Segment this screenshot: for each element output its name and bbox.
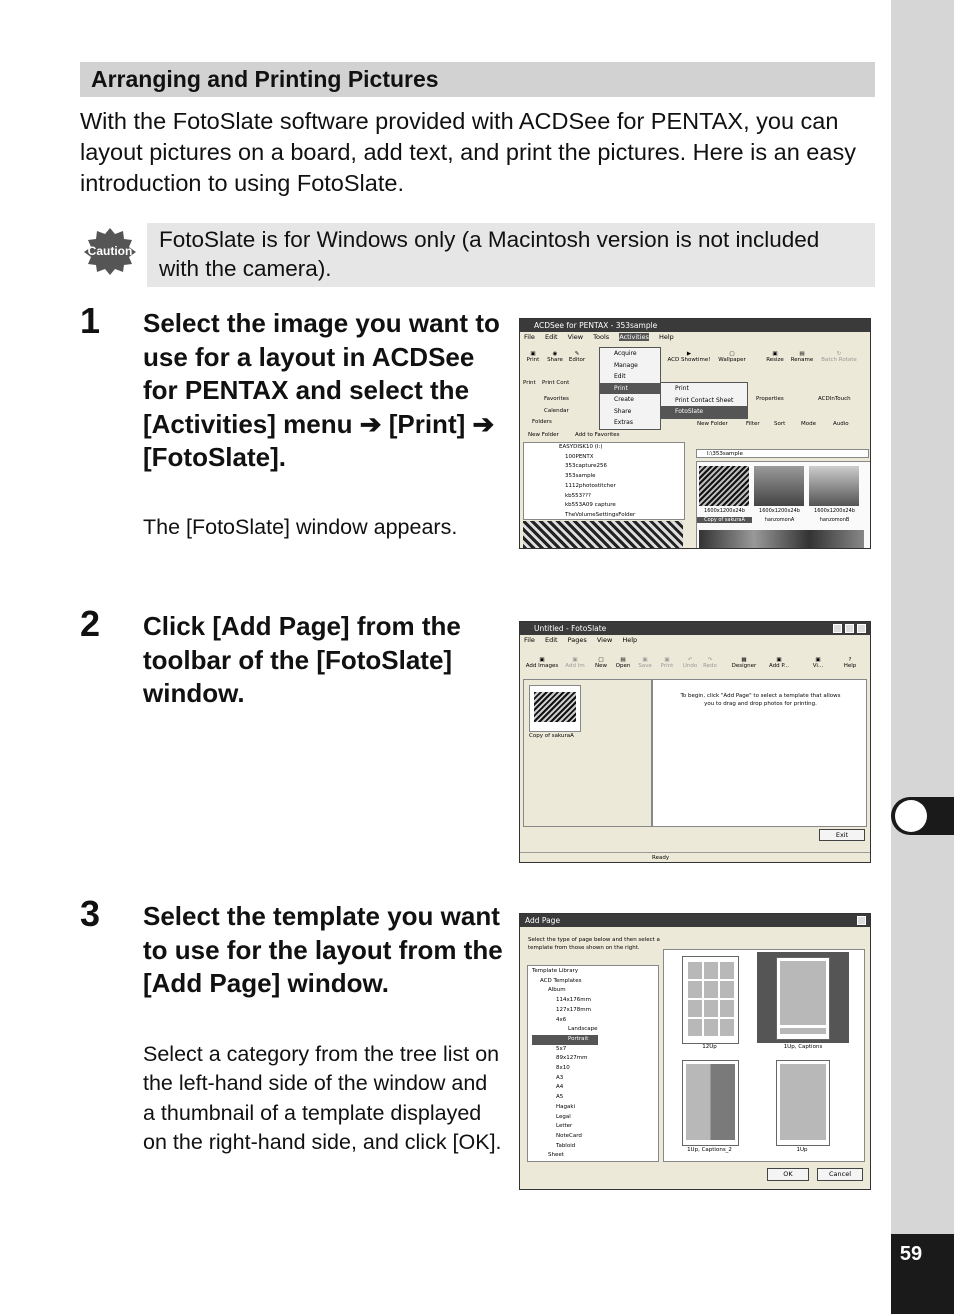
tree-item[interactable]: 353capture256 xyxy=(565,463,608,470)
tree-item[interactable]: Letter xyxy=(556,1123,573,1130)
toolbar-rename-label: Rename xyxy=(790,357,814,363)
close-icon[interactable] xyxy=(857,624,866,633)
caution-badge-label: Caution xyxy=(87,244,133,258)
help-button[interactable]: ? Help xyxy=(843,657,857,669)
tree-item[interactable]: 114x176mm xyxy=(556,997,591,1004)
toolbar-wallpaper-label: Wallpaper xyxy=(718,357,746,363)
maximize-icon[interactable] xyxy=(845,624,854,633)
template-label: 1Up, Captions xyxy=(783,1044,823,1050)
toolbar-editor-label: Editor xyxy=(568,357,586,363)
tree-item[interactable]: TheVolumeSettingsFolder xyxy=(565,511,636,518)
menu-pages[interactable]: Pages xyxy=(567,636,587,644)
toolbar-share-label: Share xyxy=(547,357,563,363)
step-1-title: Select the image you want to use for a layout in ACDSee for PENTAX and select the [Activities] menu ➔ [Print] ➔ [FotoSlate]. xyxy=(143,308,500,473)
step-3-title: Select the template you want to use for the layout from the [Add Page] window. xyxy=(143,901,503,999)
tree-item[interactable]: kb553??? xyxy=(565,492,591,499)
tree-item[interactable]: NoteCard xyxy=(556,1132,582,1139)
step-1-description: The [FotoSlate] window appears. xyxy=(143,515,458,539)
tree-item[interactable]: Album xyxy=(548,987,566,994)
toolbar-share[interactable]: ◉ Share xyxy=(547,351,563,363)
ok-button[interactable]: OK xyxy=(767,1168,809,1181)
thumb-name[interactable]: hanzomonB xyxy=(819,517,850,523)
tree-item[interactable]: 4x6 xyxy=(556,1016,567,1023)
toolbar-showtime[interactable]: ▶ ACD Showtime! xyxy=(667,351,711,363)
fotoslate-menubar xyxy=(520,635,870,646)
tree-item[interactable]: 5x7 xyxy=(556,1045,567,1052)
step-1-number: 1 xyxy=(80,300,101,341)
submenu-fotoslate[interactable]: FotoSlate xyxy=(661,406,747,418)
fotoslate-titlebar: Untitled - FotoSlate xyxy=(520,622,870,635)
thumbnail[interactable] xyxy=(809,466,859,506)
tree-item[interactable]: A4 xyxy=(556,1084,564,1091)
template-tree[interactable] xyxy=(527,965,659,1162)
folder-tree[interactable] xyxy=(523,442,685,520)
toolbar2-print-contact-label: Print Cont xyxy=(542,380,570,386)
thumbnail[interactable] xyxy=(754,466,804,506)
toolbar-resize-label: Resize xyxy=(766,357,784,363)
add-page-label: Add P... xyxy=(768,663,790,669)
right-properties[interactable]: Properties xyxy=(756,396,784,402)
template-photo-slot xyxy=(780,1064,826,1140)
template-1up-captions-2[interactable] xyxy=(682,1060,739,1146)
thumbnail[interactable] xyxy=(699,466,749,506)
print-submenu xyxy=(660,382,748,419)
tree-item[interactable]: ACD Templates xyxy=(540,977,582,984)
minimize-icon[interactable] xyxy=(833,624,842,633)
designer-button[interactable]: ▦ Designer xyxy=(731,657,757,669)
template-page xyxy=(776,957,830,1040)
caution-note: FotoSlate is for Windows only (a Macintosh version is not included with the camera). xyxy=(147,223,875,287)
add-images-label: Add Images xyxy=(525,663,559,669)
toolbar2-print-label: Print xyxy=(523,380,536,386)
help-label: Help xyxy=(843,663,857,669)
tree-item[interactable]: 353sample xyxy=(565,473,596,480)
activities-manage[interactable]: Manage xyxy=(614,361,638,369)
tree-item[interactable]: 89x127mm xyxy=(556,1055,588,1062)
thumb-dims: 1600x1200x24b xyxy=(814,508,855,514)
thumb-dims: 1600x1200x24b xyxy=(759,508,800,514)
activities-share[interactable]: Share xyxy=(614,407,632,415)
tree-item[interactable]: 8x10 xyxy=(556,1065,570,1072)
toolbar2-print[interactable] xyxy=(523,380,536,386)
template-label: 1Up xyxy=(796,1147,808,1153)
exit-button[interactable]: Exit xyxy=(819,829,865,841)
intro-paragraph: With the FotoSlate software provided with ACDSee for PENTAX, you can layout pictures on a board, add text, and print the pictures. Here is an easy introduction to using FotoSlate. xyxy=(80,108,856,196)
add-page-button[interactable]: ▣ Add P... xyxy=(768,657,790,669)
tree-item-selected[interactable]: Portrait xyxy=(532,1035,598,1045)
redo-label: Redo xyxy=(703,663,717,669)
template-gallery xyxy=(663,949,865,1162)
menu-activities[interactable]: Activities xyxy=(619,333,649,341)
page-number: 59 xyxy=(899,1243,923,1265)
cancel-button[interactable]: Cancel xyxy=(817,1168,863,1181)
tree-item[interactable]: 100PENTX xyxy=(565,453,594,460)
undo-button[interactable]: ↶ Undo xyxy=(682,657,698,669)
fotoslate-screenshot xyxy=(519,621,871,863)
right-mode[interactable]: Mode xyxy=(801,421,816,427)
redo-button[interactable]: ↷ Redo xyxy=(703,657,717,669)
tree-item[interactable]: 1112photostitcher xyxy=(565,482,616,489)
tree-item[interactable]: Template Library xyxy=(532,968,579,974)
status-bar: Ready xyxy=(520,852,870,862)
section-title: Arranging and Printing Pictures xyxy=(80,62,875,97)
tree-item[interactable]: EASYDISK10 (I:) xyxy=(559,444,603,450)
menu-edit[interactable]: Edit xyxy=(544,636,558,644)
thumbnail-pane xyxy=(696,461,871,549)
toolbar-wallpaper[interactable]: ▢ Wallpaper xyxy=(718,351,746,363)
print-button[interactable]: ▣ Print xyxy=(660,657,674,669)
toolbar-editor[interactable]: ✎ Editor xyxy=(568,351,586,363)
tree-item[interactable]: Hagaki xyxy=(556,1103,576,1110)
open-button[interactable]: ▤ Open xyxy=(615,657,631,669)
acdsee-titlebar: ACDSee for PENTAX - 353sample xyxy=(520,319,870,332)
image-basket xyxy=(523,679,652,827)
right-sort[interactable]: Sort xyxy=(774,421,786,427)
add-page-titlebar: Add Page xyxy=(520,914,870,927)
add-im-button[interactable]: ▣ Add Im xyxy=(565,657,585,669)
menu-help[interactable]: Help xyxy=(622,636,638,644)
activities-create[interactable]: Create xyxy=(614,396,634,403)
sidepanel-folders[interactable]: Folders xyxy=(532,419,552,425)
submenu-print[interactable]: Print xyxy=(675,385,689,392)
template-12up[interactable] xyxy=(682,956,739,1044)
template-1up[interactable] xyxy=(776,1060,830,1146)
submenu-contact-sheet[interactable]: Print Contact Sheet xyxy=(675,396,734,404)
tree-item[interactable]: A3 xyxy=(556,1074,564,1081)
path-field[interactable]: I:\353sample xyxy=(696,449,869,458)
step-3-description: Select a category from the tree list on the left-hand side of the window and a thumbnail of a template displayed on the right-hand side, and click [OK]. xyxy=(143,1042,502,1155)
caution-icon xyxy=(82,226,138,276)
save-label: Save xyxy=(638,663,652,669)
new-button[interactable]: □ New xyxy=(595,657,607,669)
template-1up-captions-selected[interactable] xyxy=(757,952,849,1043)
activities-acquire[interactable]: Acquire xyxy=(614,350,637,357)
designer-label: Designer xyxy=(731,663,757,669)
toolbar-print[interactable]: ▣ Print xyxy=(526,351,540,363)
menu-file[interactable]: File xyxy=(524,636,535,644)
menu-help[interactable]: Help xyxy=(658,333,674,341)
sidepanel-favorites[interactable]: Favorites xyxy=(544,396,569,402)
right-filter[interactable]: Filter xyxy=(746,421,760,427)
toolbar2-print-contact[interactable] xyxy=(542,380,569,386)
sidepanel-calendar[interactable]: Calendar xyxy=(544,408,569,414)
tree-item[interactable]: kb553A09 capture xyxy=(565,502,616,509)
template-photo-slot xyxy=(780,961,826,1025)
tree-item[interactable]: Landscape xyxy=(568,1026,598,1033)
tree-item[interactable]: 127x178mm xyxy=(556,1006,591,1013)
save-button[interactable]: ▣ Save xyxy=(638,657,652,669)
add-page-instructions: Select the type of page below and then select a template from those shown on the right. xyxy=(528,937,660,951)
sidepanel-new-folder[interactable]: New Folder xyxy=(528,432,559,438)
add-page-screenshot xyxy=(519,913,871,1190)
acdsee-menubar xyxy=(520,332,870,343)
step-3-number: 3 xyxy=(80,893,101,934)
add-images-button[interactable]: ▣ Add Images xyxy=(525,657,559,669)
menu-view[interactable]: View xyxy=(596,636,613,644)
activities-print[interactable]: Print xyxy=(600,383,660,395)
undo-label: Undo xyxy=(682,663,698,669)
sidepanel-add-favorites[interactable]: Add to Favorites xyxy=(575,432,620,438)
template-photo-slot xyxy=(686,1064,735,1140)
right-acdintouch[interactable]: ACDInTouch xyxy=(818,396,851,402)
basket-thumbnail[interactable] xyxy=(529,685,581,732)
thumb-name[interactable]: hanzomonA xyxy=(764,517,795,523)
activities-extras[interactable]: Extras xyxy=(614,419,633,426)
step-2-number: 2 xyxy=(80,603,101,644)
add-im-label: Add Im xyxy=(565,663,585,669)
toolbar-print-label: Print xyxy=(526,357,540,363)
tree-item[interactable]: Legal xyxy=(556,1113,571,1120)
template-label: 1Up, Captions_2 xyxy=(687,1147,732,1153)
template-label: 12Up xyxy=(702,1044,717,1050)
print-label: Print xyxy=(660,663,674,669)
menu-edit[interactable]: Edit xyxy=(544,333,558,341)
step-2-title: Click [Add Page] from the toolbar of the [FotoSlate] window. xyxy=(143,611,461,709)
template-12up-grid xyxy=(686,960,735,1038)
thumb-dims: 1600x1200x24b xyxy=(704,508,745,514)
basket-caption: Copy of sakuraA xyxy=(529,733,574,739)
view-button[interactable]: ▣ Vi... xyxy=(812,657,824,669)
right-audio[interactable]: Audio xyxy=(833,421,849,427)
toolbar-batch-rotate-label: Batch Rotate xyxy=(821,357,857,363)
acdsee-screenshot xyxy=(519,318,871,549)
close-icon[interactable] xyxy=(857,916,866,925)
open-label: Open xyxy=(615,663,631,669)
tree-item[interactable]: Sheet xyxy=(548,1152,564,1159)
toolbar-rename[interactable]: ▤ Rename xyxy=(790,351,814,363)
activities-edit[interactable]: Edit xyxy=(614,373,626,380)
new-label: New xyxy=(595,663,607,669)
toolbar-resize[interactable]: ▣ Resize xyxy=(766,351,784,363)
view-label: Vi... xyxy=(812,663,824,669)
thumb-name[interactable]: Copy of sakuraA xyxy=(697,517,752,523)
tree-item[interactable]: A5 xyxy=(556,1094,564,1101)
canvas-hint: To begin, click "Add Page" to select a template that allows you to drag and drop photos for printing. xyxy=(680,693,841,707)
canvas-area[interactable] xyxy=(652,679,867,827)
tree-item[interactable]: Tabloid xyxy=(556,1142,576,1149)
chapter-tab-dot xyxy=(895,800,927,832)
activities-menu xyxy=(599,347,661,430)
toolbar-batch-rotate[interactable]: ↻ Batch Rotate xyxy=(821,351,857,363)
chapter-sidebar xyxy=(891,0,954,1314)
menu-tools[interactable]: Tools xyxy=(593,333,610,341)
toolbar-showtime-label: ACD Showtime! xyxy=(667,357,711,363)
thumbnail-image xyxy=(534,692,576,722)
menu-file[interactable]: File xyxy=(524,333,535,341)
menu-view[interactable]: View xyxy=(567,333,584,341)
template-caption-slot xyxy=(780,1028,826,1034)
right-new-folder[interactable]: New Folder xyxy=(697,421,728,427)
thumbnail-row xyxy=(699,530,864,549)
preview-image xyxy=(523,521,683,548)
